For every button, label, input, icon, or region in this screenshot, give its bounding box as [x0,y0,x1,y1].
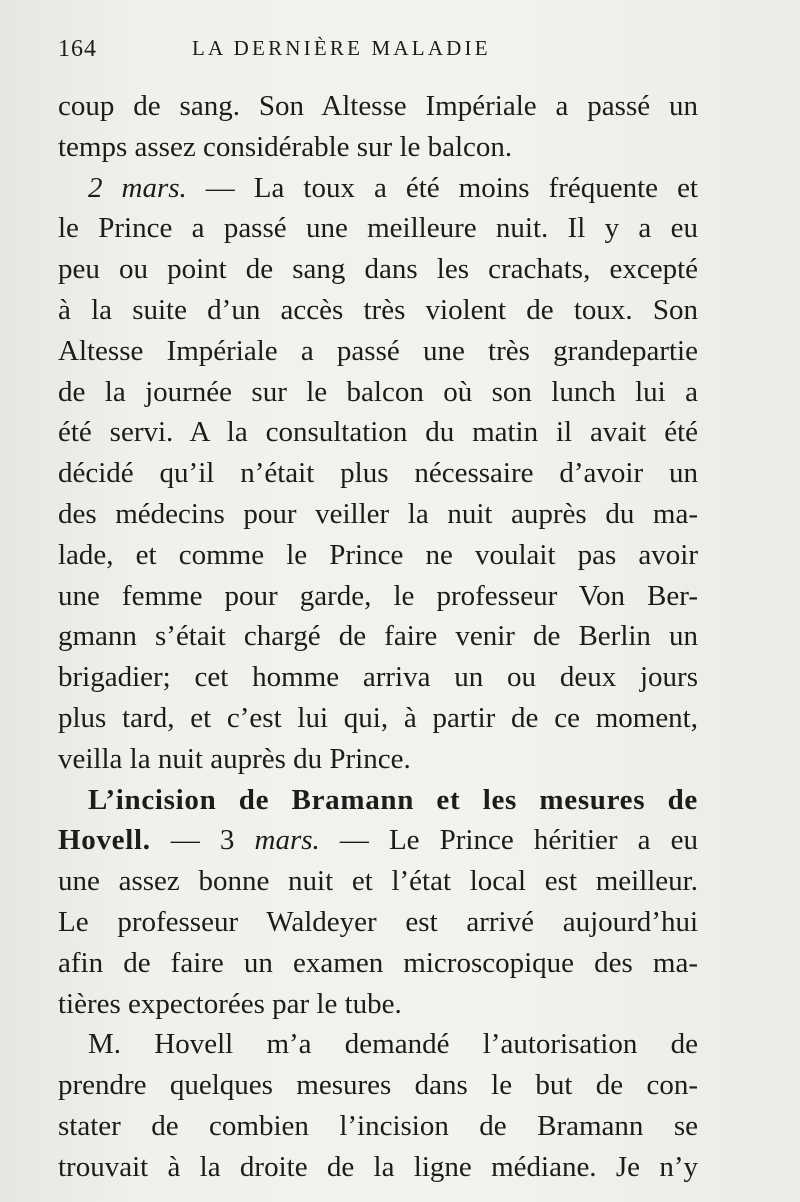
text-line: été servi. A la consultation du matin il avait été [58,416,698,449]
section-heading-continuation: Hovell. [58,824,151,857]
section-heading: L’incision de Bramann et les mesures de [88,783,698,816]
text-line: brigadier; cet homme arriva un ou deux jours [58,661,698,694]
date-label: mars. [254,824,320,857]
heading-entry-line [58,820,698,861]
entry-text: — 3 [150,824,255,857]
text-line: plus tard, et c’est lui qui, à partir de ce moment, [58,701,698,734]
text-line: le Prince a passé une meilleure nuit. Il y a eu [58,212,698,245]
entry-text: — La toux a été moins fréquente et [186,171,698,204]
page-number: 164 [58,36,97,62]
text-line: afin de faire un examen microscopique des ma- [58,946,698,979]
text-line: des médecins pour veiller la nuit auprès du ma- [58,497,698,530]
text-line: stater de combien l’incision de Bramann se [58,1109,698,1142]
text-line: M. Hovell m’a demandé l’autorisation de [88,1028,698,1061]
entry-text: — Le Prince héritier a eu [319,824,698,857]
date-label: 2 mars. [88,171,187,204]
text-line: Altesse Impériale a passé une très grandepartie [58,334,698,367]
body-text [58,86,698,1188]
text-line: lade, et comme le Prince ne voulait pas avoir [58,538,698,571]
text-line: coup de sang. Son Altesse Impériale a passé un [58,90,698,122]
text-line: décidé qu’il n’était plus nécessaire d’avoir un [58,457,698,490]
text-line: trouvait à la droite de la ligne médiane. Je n’y [58,1150,698,1183]
text-line: temps assez considérable sur le balcon. [58,130,513,163]
text-line: une femme pour garde, le professeur Von Ber- [58,579,698,612]
text-line: à la suite d’un accès très violent de toux. Son [58,293,698,326]
text-line: peu ou point de sang dans les crachats, excepté [58,253,698,286]
text-line: de la journée sur le balcon où son lunch lui a [58,375,698,408]
text-line: veilla la nuit auprès du Prince. [58,742,411,775]
running-title: LA DERNIÈRE MALADIE [192,36,491,60]
text-line: gmann s’était chargé de faire venir de Berlin un [58,620,698,653]
text-line: tières expectorées par le tube. [58,987,402,1020]
text-line: Le professeur Waldeyer est arrivé aujourd’hui [58,905,698,938]
text-line: une assez bonne nuit et l’état local est meilleur. [58,865,698,898]
text-line: prendre quelques mesures dans le but de con- [58,1069,698,1102]
dated-entry-line [58,168,698,209]
